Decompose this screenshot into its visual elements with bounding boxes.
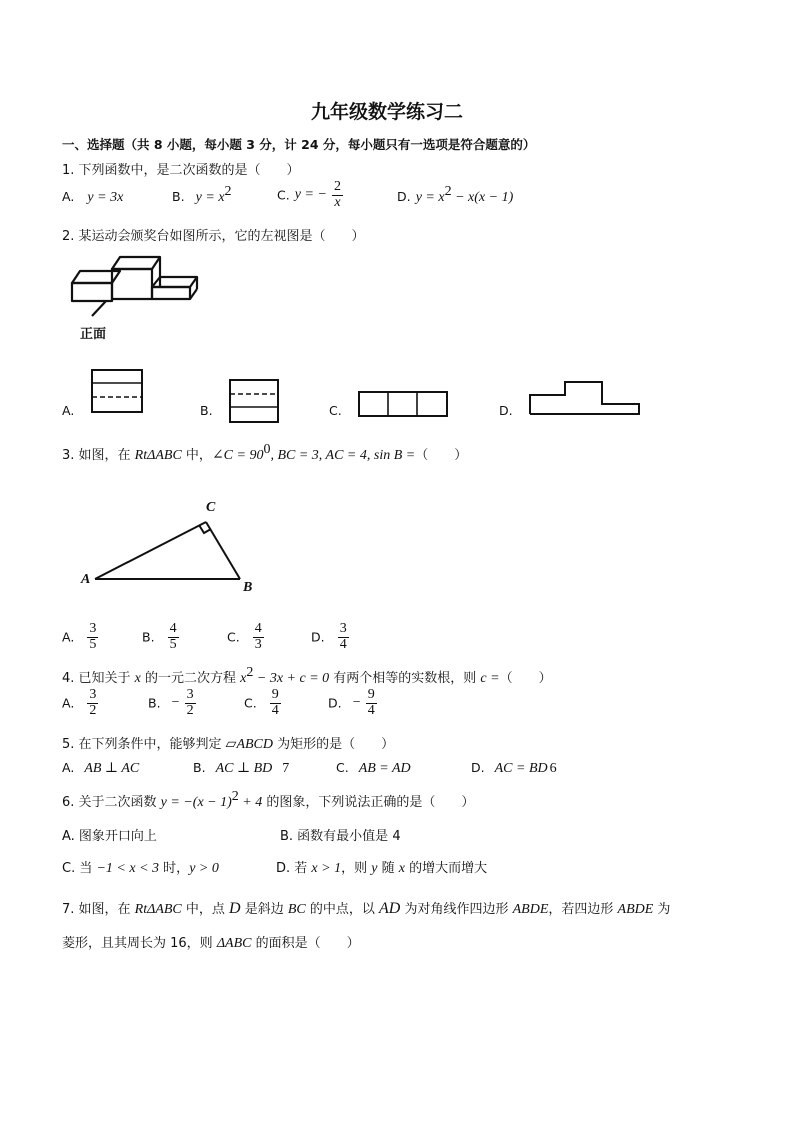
q3-option-c[interactable]: C. $\frac{4}{3}$ bbox=[227, 621, 262, 652]
option-label: A. bbox=[62, 189, 75, 204]
q1-option-d[interactable] bbox=[397, 186, 513, 206]
section-heading: 一、选择题（共 8 小题，每小题 3 分，计 24 分，每小题只有一选项是符合题意的） bbox=[62, 137, 536, 152]
q4-option-c[interactable]: C. $\frac{9}{4}$ bbox=[244, 687, 279, 718]
vertex-a-label: A bbox=[81, 572, 91, 587]
q3-option-a[interactable]: A. $\frac{3}{5}$ bbox=[62, 621, 97, 652]
front-label: 正面 bbox=[80, 327, 107, 342]
q3-option-d[interactable]: D. $\frac{3}{4}$ bbox=[311, 621, 347, 652]
q6-option-b[interactable]: B. 函数有最小值是 4 bbox=[280, 829, 401, 844]
q1-option-b[interactable] bbox=[172, 186, 232, 206]
page-title: 九年级数学练习二 bbox=[311, 101, 464, 123]
q1-stem: 1. 下列函数中，是二次函数的是（ ） bbox=[62, 163, 300, 178]
q4-option-a[interactable]: A. $\frac{3}{2}$ bbox=[62, 687, 97, 718]
option-expr: y = 3x bbox=[87, 190, 124, 205]
q6-stem: 6. 关于二次函数 $y = -(x - 1)^2 + 4$ 的图象，下列说法正确的是（ ） bbox=[62, 789, 475, 810]
q5-option-b[interactable]: B. AC ⊥ BD 7 bbox=[193, 760, 290, 776]
q2-option-c-label[interactable]: C. bbox=[329, 403, 342, 418]
q5-stem: 5. 在下列条件中，能够判定 ▱ABCD 为矩形的是（ ） bbox=[62, 737, 395, 752]
q4-option-d[interactable]: D. − $\frac{9}{4}$ bbox=[328, 687, 375, 718]
option-d-view bbox=[529, 380, 641, 416]
q6-option-a[interactable]: A. 图象开口向上 bbox=[62, 829, 157, 844]
q7-stem-line2: 菱形，且其周长为 16，则 ΔABC 的面积是（ ） bbox=[62, 936, 360, 951]
q5-option-a[interactable]: A. AB ⊥ AC bbox=[62, 760, 140, 776]
q5-option-d[interactable]: D. AC = BD 6 bbox=[471, 760, 557, 776]
option-b-view bbox=[229, 379, 279, 423]
q2-option-d-label[interactable]: D. bbox=[499, 403, 513, 418]
fraction: $\frac{2}{x}$ bbox=[334, 179, 341, 210]
q1-option-c[interactable] bbox=[277, 180, 343, 210]
q7-stem-line1: 7. 如图，在 RtΔABC 中，点 D 是斜边 BC 的中点，以 AD 为对角线作四边形 ABDE，若四边形 ABDE 为 bbox=[62, 900, 671, 917]
option-expr: y = x bbox=[415, 190, 445, 205]
q5-option-c[interactable]: C. AB = AD bbox=[336, 760, 411, 776]
q2-option-b-label[interactable]: B. bbox=[200, 403, 213, 418]
triangle-figure bbox=[80, 500, 260, 595]
exponent: 2 bbox=[444, 184, 452, 199]
option-expr: y = x bbox=[195, 190, 225, 205]
exponent: 2 bbox=[224, 184, 232, 199]
q2-option-a-label[interactable]: A. bbox=[62, 403, 75, 418]
q3-option-b[interactable]: B. $\frac{4}{5}$ bbox=[142, 621, 177, 652]
q6-option-c[interactable]: C. 当 −1 < x < 3 时，y > 0 bbox=[62, 861, 219, 876]
q6-option-d[interactable]: D. 若 x > 1，则 y 随 x 的增大而增大 bbox=[276, 861, 488, 876]
option-c-view bbox=[358, 391, 448, 417]
vertex-b-label: B bbox=[243, 580, 253, 595]
q4-option-b[interactable]: B. − $\frac{3}{2}$ bbox=[148, 687, 194, 718]
q3-stem: 3. 如图，在 RtΔABC 中，∠C = $90^0$, BC = 3, AC = 4, sin B =（ ） bbox=[62, 442, 468, 463]
option-label: D. bbox=[397, 189, 411, 204]
q4-stem: 4. 已知关于 x 的一元二次方程 $x^2 - 3x + c = 0$ 有两个相等的实数根，则 c =（ ） bbox=[62, 665, 552, 686]
vertex-c-label: C bbox=[206, 500, 216, 515]
option-label: C. bbox=[277, 187, 290, 203]
option-a-view bbox=[91, 369, 143, 413]
option-label: B. bbox=[172, 189, 185, 204]
q2-stem: 2. 某运动会颁奖台如图所示，它的左视图是（ ） bbox=[62, 229, 365, 244]
option-expr: y = − bbox=[294, 187, 327, 203]
q1-option-a[interactable] bbox=[62, 186, 123, 206]
option-expr-rest: − x(x − 1) bbox=[451, 190, 514, 205]
